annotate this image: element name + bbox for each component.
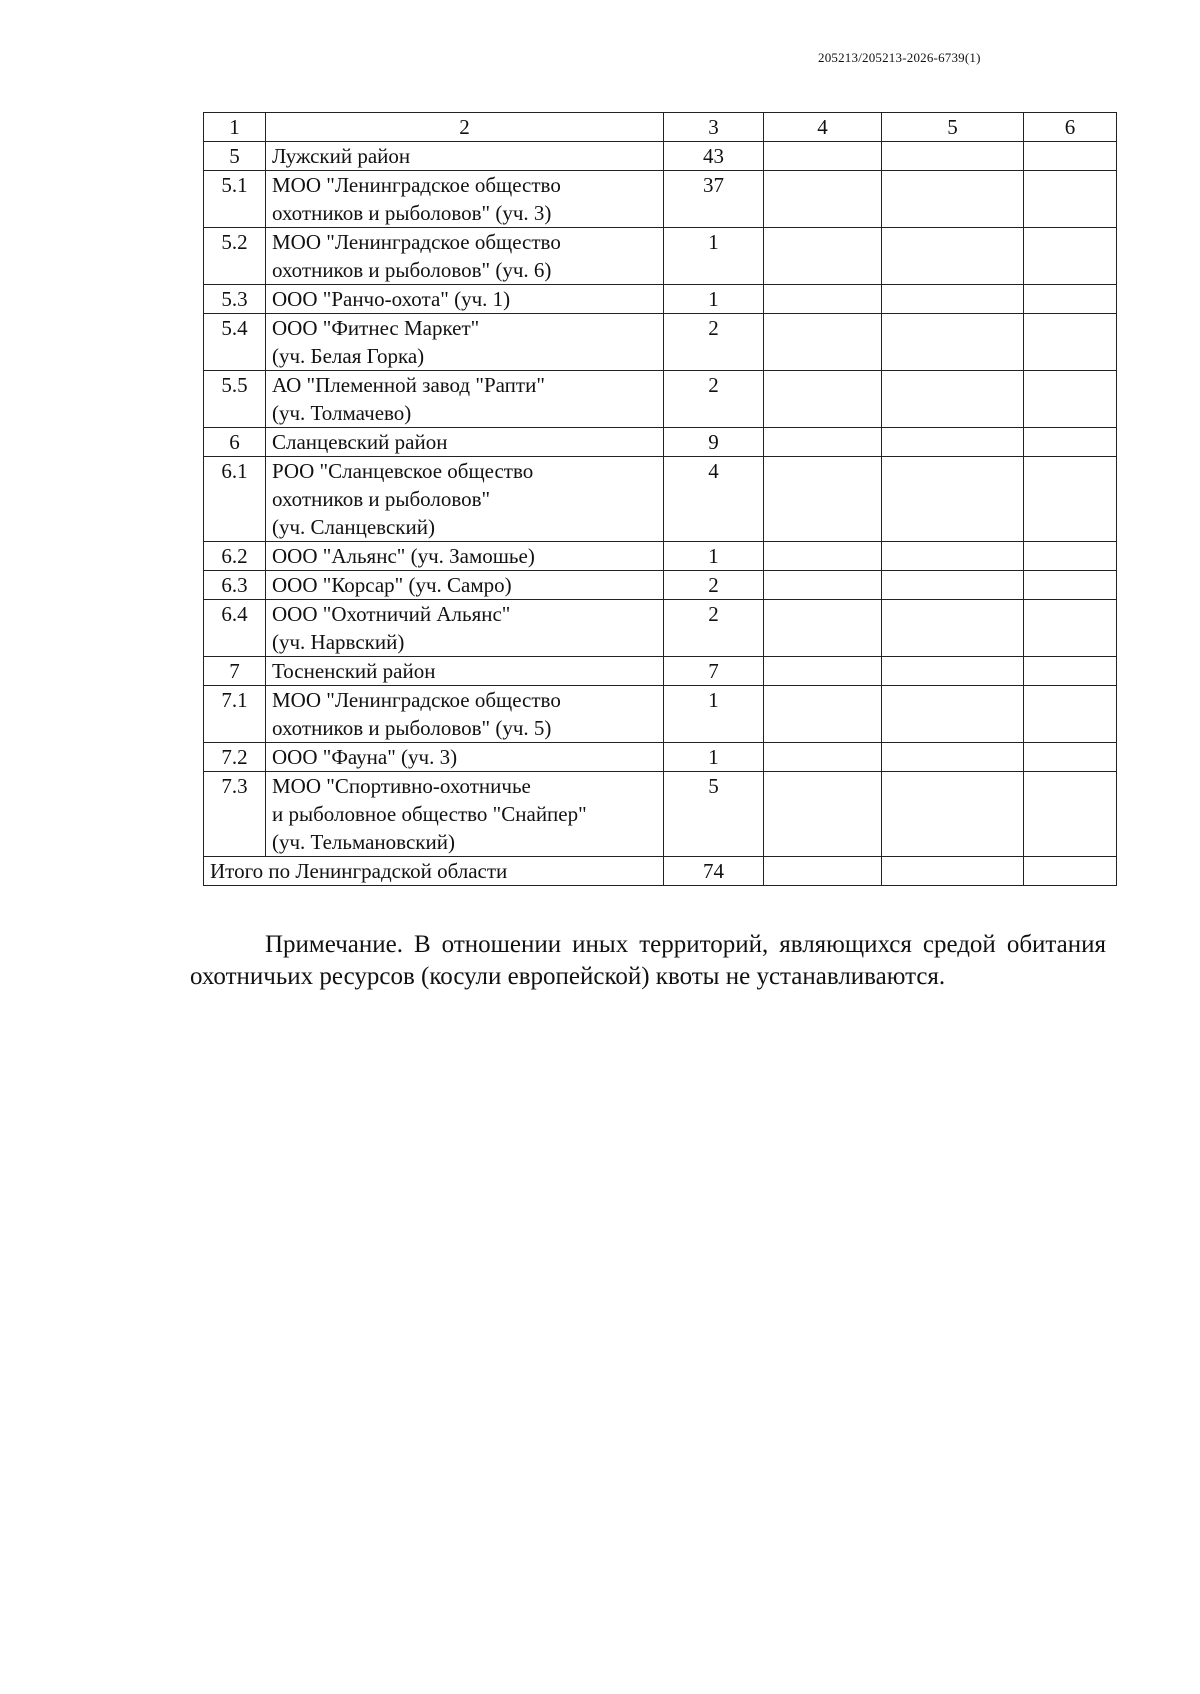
table-row [204, 772, 1117, 857]
empty-cell [882, 772, 1024, 857]
row-number-cell: 7.3 [204, 772, 266, 857]
empty-cell [1024, 743, 1117, 772]
table-row [204, 657, 1117, 686]
total-label-cell: Итого по Ленинградской области [204, 857, 664, 886]
row-name-line: (уч. Белая Горка) [272, 344, 425, 368]
row-name-line: ООО "Ранчо-охота" (уч. 1) [272, 287, 511, 311]
empty-cell [764, 371, 882, 428]
row-name-line: МОО "Спортивно-охотничье [272, 774, 531, 798]
row-name-line: ООО "Альянс" (уч. Замошье) [272, 544, 535, 568]
row-name-cell [266, 542, 664, 571]
row-name-cell [266, 600, 664, 657]
empty-cell [764, 285, 882, 314]
empty-cell [1024, 171, 1117, 228]
empty-cell [1024, 686, 1117, 743]
empty-cell [1024, 600, 1117, 657]
table-header-row [204, 113, 1117, 142]
row-name-line: ООО "Фауна" (уч. 3) [272, 745, 458, 769]
row-name-cell [266, 171, 664, 228]
empty-cell [882, 600, 1024, 657]
table-row [204, 600, 1117, 657]
table-row [204, 542, 1117, 571]
row-number-cell: 6.3 [204, 571, 266, 600]
empty-cell [1024, 657, 1117, 686]
row-number-cell: 7 [204, 657, 266, 686]
header-cell: 1 [204, 113, 266, 142]
empty-cell [882, 428, 1024, 457]
row-name-cell [266, 314, 664, 371]
header-cell: 5 [882, 113, 1024, 142]
empty-cell [764, 314, 882, 371]
table-row [204, 457, 1117, 542]
row-quota-cell: 1 [664, 743, 764, 772]
row-name-line: МОО "Ленинградское общество [272, 688, 561, 712]
row-quota-cell: 2 [664, 600, 764, 657]
empty-cell [1024, 314, 1117, 371]
row-number-cell: 5.3 [204, 285, 266, 314]
row-quota-cell: 4 [664, 457, 764, 542]
row-name-line: охотников и рыболовов" (уч. 6) [272, 258, 552, 282]
row-quota-cell: 1 [664, 686, 764, 743]
row-quota-cell: 2 [664, 314, 764, 371]
row-name-cell [266, 571, 664, 600]
empty-cell [882, 285, 1024, 314]
row-quota-cell: 1 [664, 228, 764, 285]
row-name-line: охотников и рыболовов" (уч. 5) [272, 716, 552, 740]
row-quota-cell: 43 [664, 142, 764, 171]
empty-cell [764, 571, 882, 600]
table-row [204, 371, 1117, 428]
row-quota-cell: 1 [664, 285, 764, 314]
row-quota-cell: 2 [664, 571, 764, 600]
table-row [204, 686, 1117, 743]
empty-cell [882, 228, 1024, 285]
empty-cell [1024, 285, 1117, 314]
empty-cell [882, 457, 1024, 542]
table-row [204, 285, 1117, 314]
header-cell: 3 [664, 113, 764, 142]
empty-cell [882, 142, 1024, 171]
header-cell: 4 [764, 113, 882, 142]
empty-cell [882, 743, 1024, 772]
row-number-cell: 5.5 [204, 371, 266, 428]
header-cell: 2 [266, 113, 664, 142]
table-row [204, 571, 1117, 600]
table-row [204, 743, 1117, 772]
row-number-cell: 6.1 [204, 457, 266, 542]
row-quota-cell: 1 [664, 542, 764, 571]
empty-cell [1024, 228, 1117, 285]
row-name-line: (уч. Сланцевский) [272, 515, 435, 539]
row-name-line: охотников и рыболовов" (уч. 3) [272, 201, 552, 225]
row-number-cell: 6 [204, 428, 266, 457]
row-number-cell: 5.4 [204, 314, 266, 371]
row-name-cell [266, 686, 664, 743]
empty-cell [1024, 542, 1117, 571]
empty-cell [764, 772, 882, 857]
empty-cell [1024, 772, 1117, 857]
row-number-cell: 5.1 [204, 171, 266, 228]
note-paragraph: Примечание. В отношении иных территорий, являющихся средой обитания охотничьих ресурсов (косули европейской) квоты не устанавливаются. [190, 931, 1106, 990]
empty-cell [764, 542, 882, 571]
empty-cell [764, 228, 882, 285]
table-row [204, 314, 1117, 371]
row-name-cell [266, 428, 664, 457]
empty-cell [764, 171, 882, 228]
row-name-line: Сланцевский район [272, 430, 448, 454]
table-row [204, 142, 1117, 171]
table-row [204, 428, 1117, 457]
empty-cell [1024, 857, 1117, 886]
row-name-cell [266, 743, 664, 772]
row-name-cell [266, 657, 664, 686]
empty-cell [764, 657, 882, 686]
row-name-cell [266, 142, 664, 171]
empty-cell [882, 686, 1024, 743]
table-row [204, 228, 1117, 285]
empty-cell [882, 314, 1024, 371]
row-name-line: (уч. Тельмановский) [272, 830, 455, 854]
row-name-cell [266, 457, 664, 542]
row-name-line: (уч. Толмачево) [272, 401, 412, 425]
empty-cell [882, 371, 1024, 428]
row-quota-cell: 7 [664, 657, 764, 686]
empty-cell [882, 571, 1024, 600]
empty-cell [1024, 571, 1117, 600]
empty-cell [1024, 371, 1117, 428]
row-quota-cell: 37 [664, 171, 764, 228]
row-name-cell [266, 371, 664, 428]
empty-cell [1024, 428, 1117, 457]
row-quota-cell: 5 [664, 772, 764, 857]
row-number-cell: 5 [204, 142, 266, 171]
row-name-line: Лужский район [272, 144, 411, 168]
empty-cell [764, 743, 882, 772]
empty-cell [882, 857, 1024, 886]
empty-cell [764, 686, 882, 743]
empty-cell [764, 857, 882, 886]
row-name-cell [266, 772, 664, 857]
empty-cell [1024, 457, 1117, 542]
row-number-cell: 7.1 [204, 686, 266, 743]
empty-cell [1024, 142, 1117, 171]
row-quota-cell: 2 [664, 371, 764, 428]
empty-cell [882, 657, 1024, 686]
empty-cell [764, 428, 882, 457]
row-name-line: и рыболовное общество "Снайпер" [272, 802, 587, 826]
empty-cell [882, 171, 1024, 228]
row-number-cell: 6.4 [204, 600, 266, 657]
row-name-line: ООО "Корсар" (уч. Самро) [272, 573, 512, 597]
row-name-line: (уч. Нарвский) [272, 630, 405, 654]
row-name-line: Тосненский район [272, 659, 436, 683]
header-cell: 6 [1024, 113, 1117, 142]
total-quota-cell: 74 [664, 857, 764, 886]
row-name-line: охотников и рыболовов" [272, 487, 491, 511]
row-name-line: МОО "Ленинградское общество [272, 230, 561, 254]
row-quota-cell: 9 [664, 428, 764, 457]
empty-cell [764, 600, 882, 657]
row-name-line: АО "Племенной завод "Рапти" [272, 373, 545, 397]
row-name-cell [266, 228, 664, 285]
row-name-cell [266, 285, 664, 314]
row-name-line: РОО "Сланцевское общество [272, 459, 534, 483]
row-name-line: ООО "Фитнес Маркет" [272, 316, 480, 340]
empty-cell [764, 142, 882, 171]
empty-cell [764, 457, 882, 542]
table-row [204, 171, 1117, 228]
row-name-line: ООО "Охотничий Альянс" [272, 602, 511, 626]
total-row [204, 857, 1117, 886]
row-number-cell: 6.2 [204, 542, 266, 571]
empty-cell [882, 542, 1024, 571]
row-name-line: МОО "Ленинградское общество [272, 173, 561, 197]
quota-table [203, 112, 1117, 886]
row-number-cell: 7.2 [204, 743, 266, 772]
row-number-cell: 5.2 [204, 228, 266, 285]
document-id: 205213/205213-2026-6739(1) [818, 50, 981, 65]
